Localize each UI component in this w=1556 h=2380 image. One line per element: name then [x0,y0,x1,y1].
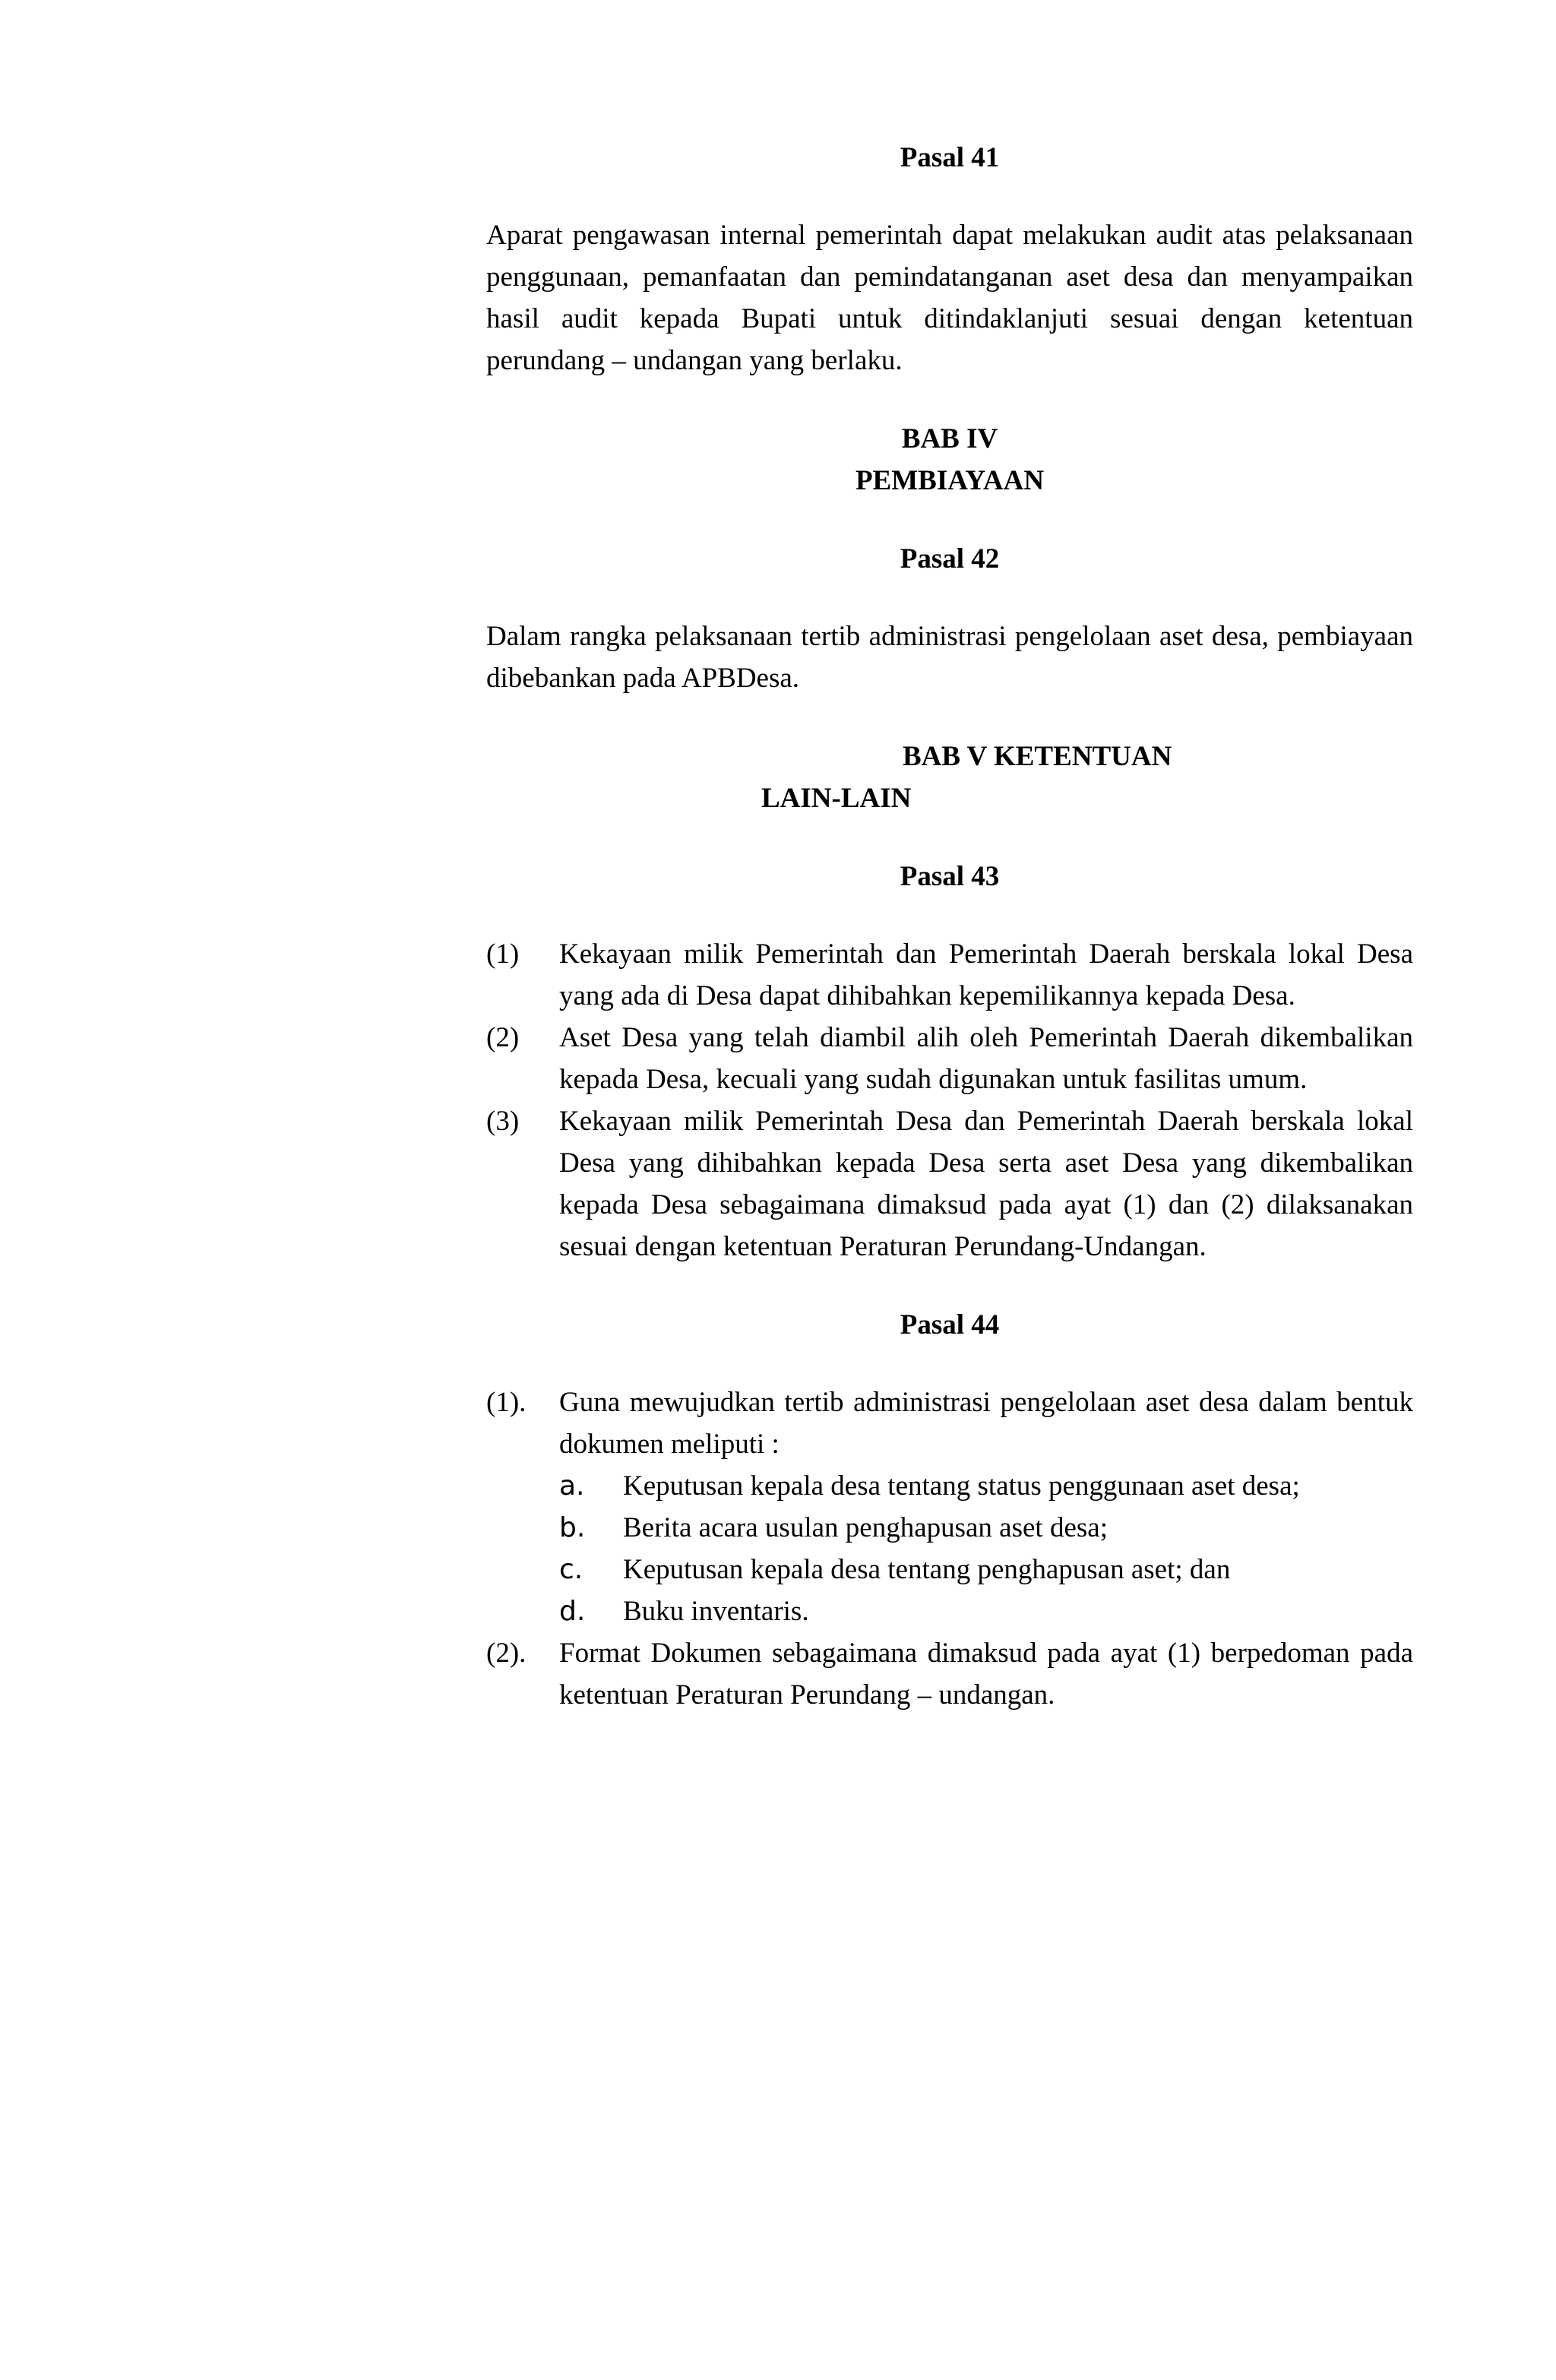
pasal-44-item [486,1632,1413,1716]
bab-5-subtitle: LAIN-LAIN [761,783,912,814]
item-text: Kekayaan milik Pemerintah dan Pemerintah Daerah berskala lokal Desa yang ada di Desa dapat dihibahkan kepemilikannya kepada Desa. [559,938,1413,1011]
pasal-44-title: Pasal 44 [900,1309,1000,1340]
document-page [486,137,1413,1716]
bab-5-title: BAB V KETENTUAN [903,741,1172,772]
sub-item-text: Keputusan kepala desa tentang penghapusan aset; dan [623,1554,1231,1585]
sub-item-text: Berita acara usulan penghapusan aset desa; [623,1512,1108,1543]
sub-item-letter: a. [559,1470,585,1502]
pasal-42-title: Pasal 42 [900,543,1000,574]
pasal-42-text: Dalam rangka pelaksanaan tertib administrasi pengelolaan aset desa, pembiayaan dibebankan pada APBDesa. [486,621,1413,694]
pasal-43-item [486,933,1413,1017]
sub-item-letter: d. [559,1596,586,1627]
sub-item [559,1507,1413,1549]
item-number: (3) [486,1106,520,1137]
sub-item-letter: b. [559,1512,586,1543]
item-number: (1). [486,1387,527,1418]
sub-item [559,1465,1413,1507]
pasal-41-text: Aparat pengawasan internal pemerintah dapat melakukan audit atas pelaksanaan penggunaan, pemanfaatan dan pemindatanganan aset desa dan menyampaikan hasil audit kepada Bupati untuk ditindaklanjuti sesuai dengan ketentuan perundang – undangan yang berlaku. [486,220,1413,376]
item-number: (1) [486,938,520,970]
pasal-43-item [486,1100,1413,1268]
bab-4-title: BAB IV [901,423,998,454]
item-text: Guna mewujudkan tertib administrasi pengelolaan aset desa dalam bentuk dokumen meliputi : [559,1387,1413,1460]
pasal-43-title: Pasal 43 [900,861,1000,892]
sub-item [559,1590,1413,1632]
pasal-41-title: Pasal 41 [900,142,1000,173]
sub-item-letter: c. [559,1554,584,1585]
pasal-43-item [486,1017,1413,1100]
item-number: (2) [486,1022,520,1053]
item-body [559,1381,1413,1632]
item-text: Format Dokumen sebagaimana dimaksud pada ayat (1) berpedoman pada ketentuan Peraturan Perundang – undangan. [559,1638,1413,1711]
pasal-44-item [486,1381,1413,1632]
item-number: (2). [486,1638,527,1669]
item-text: Kekayaan milik Pemerintah Desa dan Pemerintah Daerah berskala lokal Desa yang dihibahkan kepada Desa serta aset Desa yang dikembalikan kepada Desa sebagaimana dimaksud pada ayat (1) dan (2) dilaksanakan sesuai dengan ketentuan Peraturan Perundang-Undangan. [559,1106,1413,1262]
bab-5-heading [486,736,1413,819]
sub-item-text: Buku inventaris. [623,1596,809,1627]
item-text: Aset Desa yang telah diambil alih oleh Pemerintah Daerah dikembalikan kepada Desa, kecuali yang sudah digunakan untuk fasilitas umum. [559,1022,1413,1095]
sub-item [559,1549,1413,1590]
sub-item-text: Keputusan kepala desa tentang status penggunaan aset desa; [623,1470,1300,1502]
bab-4-subtitle: PEMBIAYAAN [855,465,1045,496]
